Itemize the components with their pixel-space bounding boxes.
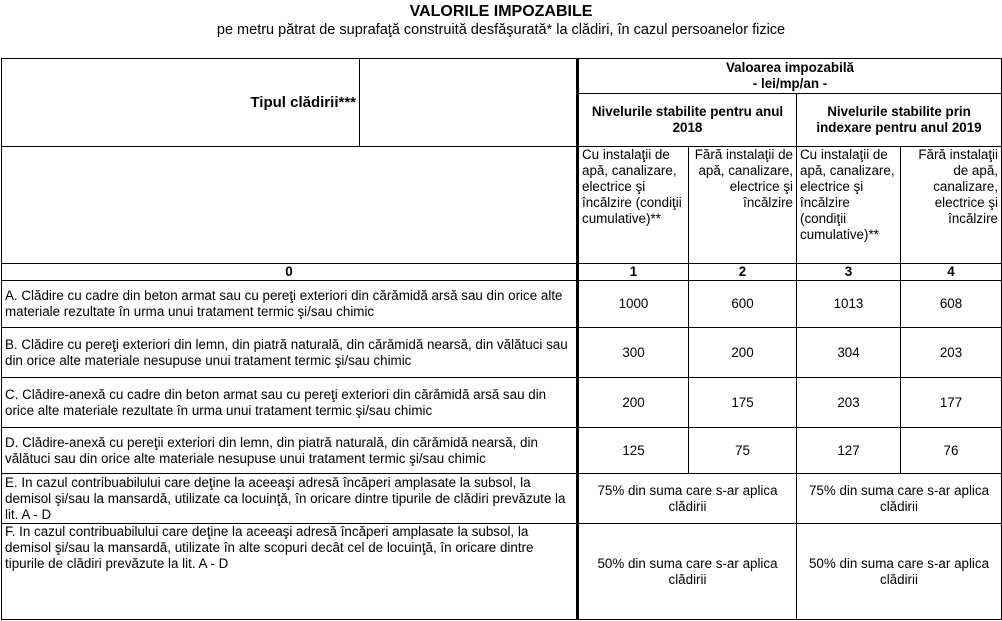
value-header-title: Valoarea impozabilă xyxy=(725,60,854,75)
value-header xyxy=(578,59,1002,94)
row-d-v4: 76 xyxy=(901,428,1002,474)
table-row xyxy=(2,378,1002,428)
row-b-label: B. Clădire cu pereţi exteriori din lemn, din piatră naturală, din cărămidă nearsă, din vălătuci sau din orice alte materiale nesupuse unui tratament termic şi/sau chimic xyxy=(2,328,578,378)
table-row xyxy=(2,281,1002,328)
header-row-1 xyxy=(2,59,1002,94)
sub-with-2018: Cu instalaţii de apă, canalizare, electrice şi încălzire (condiţii cumulative)** xyxy=(578,147,689,264)
row-d-v1: 125 xyxy=(578,428,689,474)
row-d-label: D. Clădire-anexă cu pereţii exteriori din lemn, din piatră naturală, din cărămidă nearsă, din vălătuci sau din orice alte materiale nesupuse unui tratament termic şi/sau chimic xyxy=(2,428,578,474)
row-d-v3: 127 xyxy=(797,428,901,474)
row-e-2019: 75% din suma care s-ar aplica clădirii xyxy=(797,474,1002,524)
row-f-2018: 50% din suma care s-ar aplica clădirii xyxy=(578,524,797,620)
row-c-v3: 203 xyxy=(797,378,901,428)
sub-without-2018: Fără instalaţii de apă, canalizare, electrice şi încălzire xyxy=(689,147,797,264)
col-number-1: 1 xyxy=(578,264,689,281)
row-b-v2: 200 xyxy=(689,328,797,378)
row-a-v3: 1013 xyxy=(797,281,901,328)
row-b-v3: 304 xyxy=(797,328,901,378)
blank-header-cell xyxy=(360,59,578,147)
row-f-label: F. In cazul contribuabilului care deţine la aceeaşi adresă încăperi amplasate la subsol, la demisol şi/sau la mansardă, utilizate în alte scopuri decât cel de locuinţă, în oricare dintre tipurile de clădiri prevăzute la lit. A - D xyxy=(2,524,578,620)
row-a-v2: 600 xyxy=(689,281,797,328)
row-e-2018: 75% din suma care s-ar aplica clădirii xyxy=(578,474,797,524)
header-row-3 xyxy=(2,147,1002,264)
table-row xyxy=(2,428,1002,474)
building-type-header: Tipul clădirii*** xyxy=(2,59,360,147)
row-c-label: C. Clădire-anexă cu cadre din beton armat sau cu pereţi exteriori din cărămidă arsă sau din orice alte materiale rezultate în urma unui tratament termic şi/sau chimic xyxy=(2,378,578,428)
row-f-2019: 50% din suma care s-ar aplica clădirii xyxy=(797,524,1002,620)
row-d-v2: 75 xyxy=(689,428,797,474)
row-a-label: A. Clădire cu cadre din beton armat sau cu pereţi exteriori din cărămidă arsă sau din orice alte materiale rezultate în urma unui tratament termic şi/sau chimic xyxy=(2,281,578,328)
table-row xyxy=(2,474,1002,524)
value-header-unit: - lei/mp/an - xyxy=(752,76,828,91)
col-number-2: 2 xyxy=(689,264,797,281)
row-b-v4: 203 xyxy=(901,328,1002,378)
blank-subheader-cell xyxy=(2,147,578,264)
row-c-v1: 200 xyxy=(578,378,689,428)
col-number-4: 4 xyxy=(901,264,1002,281)
page-title: VALORILE IMPOZABILE xyxy=(409,3,593,20)
row-a-v1: 1000 xyxy=(578,281,689,328)
sub-with-2019: Cu instalaţii de apă, canalizare, electrice şi încălzire (condiţii cumulative)** xyxy=(797,147,901,264)
row-e-label: E. In cazul contribuabilului care deţine la aceeaşi adresă încăperi amplasate la subsol, la demisol şi/sau la mansardă, utilizate ca locuinţă, în oricare dintre tipurile de clădiri prevăzute la lit. A - D xyxy=(2,474,578,524)
sub-without-2019: Fără instalaţii de apă, canalizare, electrice şi încălzire xyxy=(901,147,1002,264)
row-c-v2: 175 xyxy=(689,378,797,428)
row-c-v4: 177 xyxy=(901,378,1002,428)
col-number-3: 3 xyxy=(797,264,901,281)
group-2019-header: Nivelurile stabilite prin indexare pentru anul 2019 xyxy=(797,94,1002,147)
tax-values-table xyxy=(1,58,1002,620)
col-number-0: 0 xyxy=(2,264,578,281)
row-a-v4: 608 xyxy=(901,281,1002,328)
page-subtitle: pe metru pătrat de suprafaţă construită desfăşurată* la clădiri, în cazul persoanelor fizice xyxy=(216,22,786,38)
group-2018-header: Nivelurile stabilite pentru anul 2018 xyxy=(578,94,797,147)
row-b-v1: 300 xyxy=(578,328,689,378)
table-row xyxy=(2,524,1002,620)
table-row xyxy=(2,328,1002,378)
column-number-row xyxy=(2,264,1002,281)
